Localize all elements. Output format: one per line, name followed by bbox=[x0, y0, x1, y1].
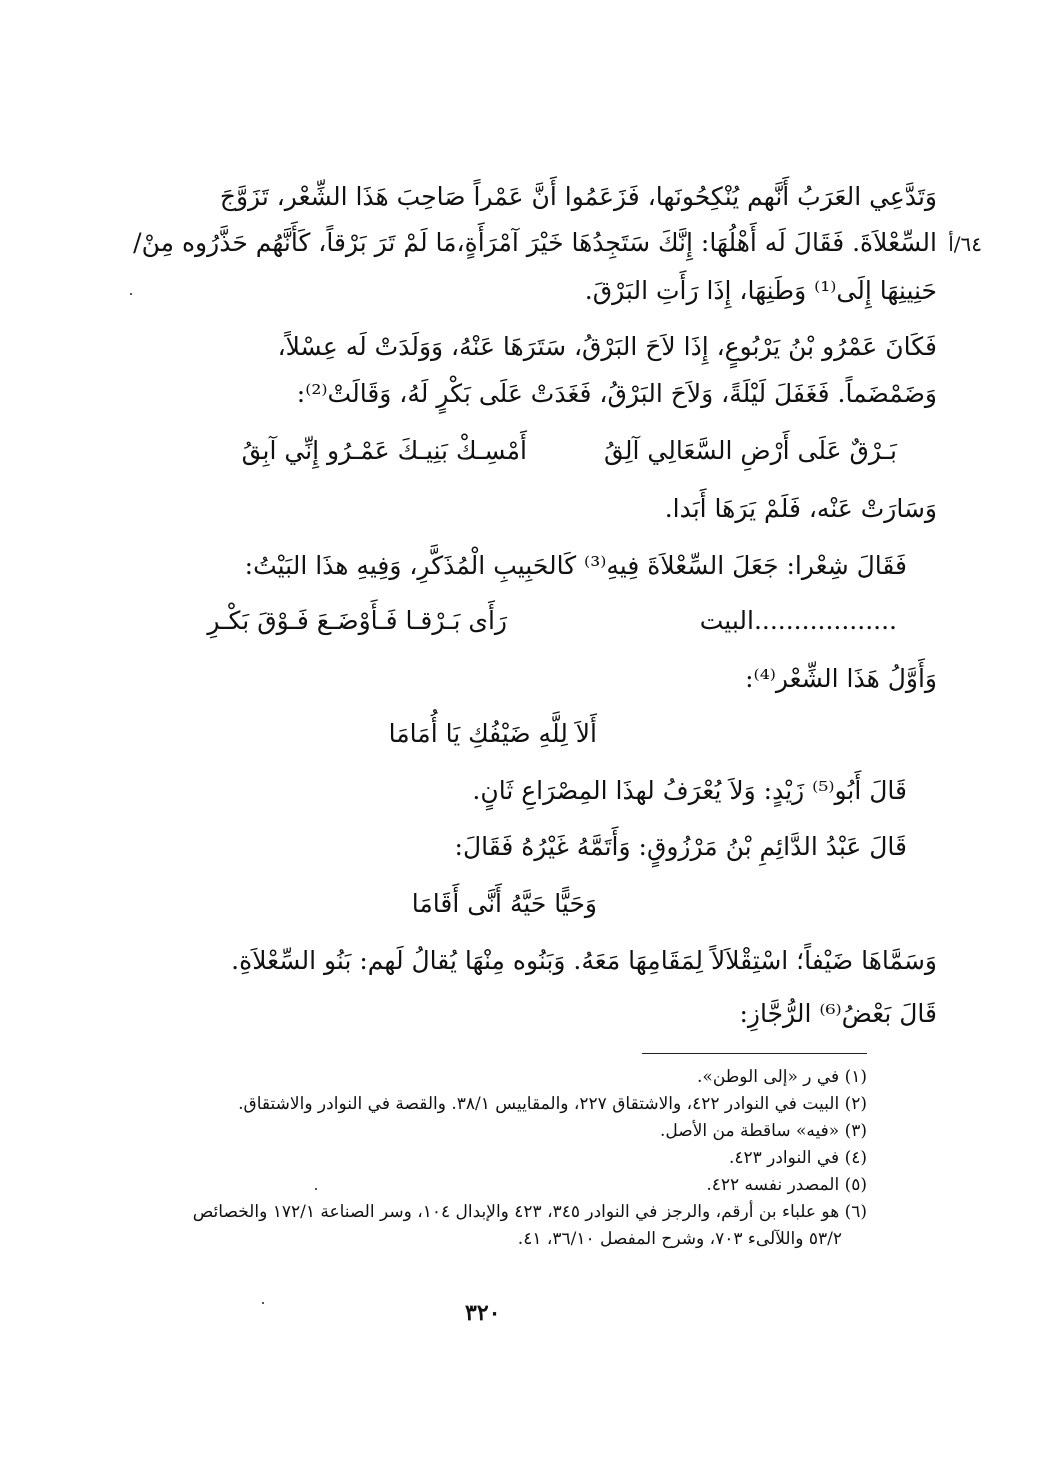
text-line-12: قَالَ بَعْضُ⁽⁶⁾ الرُّجَّازِ: bbox=[739, 999, 937, 1028]
centered-verse-2: وَحَيًّا حَيَّهُ أَنَّى أَقَامَا bbox=[411, 889, 597, 918]
text-line-8: وَأَوَّلُ هَذَا الشِّعْر⁽⁴⁾: bbox=[745, 664, 937, 693]
scan-speck bbox=[130, 293, 132, 295]
text-line-7: فَقَالَ شِعْرا: جَعَلَ السِّعْلاَةَ فِيهِ⁽³⁾ كَالحَبِيبِ الْمُذَكَّرِ، وَفِيهِ هذَا البَيْتُ: bbox=[244, 551, 907, 580]
text-line-1: وَتَدَّعِي العَرَبُ أَنَّهم يُنْكِحُونَها، فَزَعَمُوا أَنَّ عَمْراً صَاحِبَ هَذَا الشِّعْر، تَزَوَّجَ bbox=[219, 182, 937, 211]
scan-speck bbox=[262, 1302, 264, 1304]
footnote-3: (٣) «فيه» ساقطة من الأصل. bbox=[660, 1121, 867, 1141]
footnote-2: (٢) البيت في النوادر ٤٢٢، والاشتقاق ٢٢٧، والمقاييس ٣٨/١. والقصة في النوادر والاشتقاق. bbox=[238, 1094, 867, 1114]
text-line-5: وَضَمْضَماً. فَغَفَلَ لَيْلَةً، وَلاَحَ البَرْقُ، فَغَدَتْ عَلَى بَكْرٍ لَهُ، وَقَالَتْ⁽²⁾: bbox=[296, 379, 937, 408]
footnote-separator bbox=[642, 1053, 867, 1054]
verse-2-first-hemistich: رَأَى بَـرْقـا فَـأَوْضَـعَ فَـوْقَ بَكْـرِ bbox=[207, 606, 507, 635]
text-line-4: فَكَانَ عَمْرُو بْنُ يَرْبُوعٍ، إِذَا لاَحَ البَرْقُ، سَتَرَهَا عَنْهُ، وَوَلَدَتْ لَه عِسْلاً، bbox=[277, 332, 937, 361]
manuscript-folio-reference: ٦٤/أ bbox=[948, 232, 982, 256]
footnote-6-continuation: ٥٣/٢ واللآلىء ٧٠٣، وشرح المفصل ٣٦/١٠، ٤١. bbox=[517, 1229, 842, 1249]
verse-1-second-hemistich: بَـرْقٌ عَلَى أَرْضِ السَّعَالِي آلِقُ bbox=[604, 436, 897, 465]
scan-speck bbox=[315, 1188, 317, 1190]
text-line-9: قَالَ أَبُو⁽⁵⁾ زَيْدٍ: وَلاَ يُعْرَفُ لهذَا المِصْرَاعِ ثَانٍ. bbox=[472, 776, 907, 805]
page-number: ٣٢٠ bbox=[465, 1300, 501, 1326]
centered-verse-1: أَلاَ لِلَّهِ ضَيْفُكِ يَا أُمَامَا bbox=[388, 719, 597, 748]
verse-1-first-hemistich: أَمْسِـكْ بَنِيـكَ عَمْـرُو إِنِّي آبِقُ bbox=[241, 436, 527, 465]
footnote-5: (٥) المصدر نفسه ٤٢٢. bbox=[706, 1175, 867, 1195]
footnote-6: (٦) هو علباء بن أرقم، والرجز في النوادر ٣٤٥، ٤٢٣ والإبدال ١٠٤، وسر الصناعة ١٧٢/١ والخصائص bbox=[192, 1202, 867, 1222]
footnote-4: (٤) في النوادر ٤٢٣. bbox=[728, 1148, 867, 1168]
text-line-2: السِّعْلاَةَ. فَقَالَ لَه أَهْلُهَا: إِنَّكَ سَتَجِدُهَا خَيْرَ آمْرَأَةٍ،مَا لَمْ تَرَ بَرْقاً، كَأَنَّهُم حَذَّرُوه مِنْ/ bbox=[133, 228, 937, 257]
verse-2-ellipsis: ..................البيت bbox=[699, 606, 897, 635]
text-line-6: وَسَارَتْ عَنْه، فَلَمْ يَرَهَا أَبَدا. bbox=[664, 494, 937, 523]
text-line-11: وَسَمَّاهَا ضَيْفاً؛ اسْتِقْلاَلاً لِمَقَامِهَا مَعَهُ. وَبَنُوه مِنْهَا يُقالُ لَهم: بَنُو السِّعْلاَةِ. bbox=[231, 946, 937, 975]
footnote-1: (١) في ر «إلى الوطن». bbox=[697, 1067, 867, 1087]
text-line-10: قَالَ عَبْدُ الدَّائِمِ بْنُ مَرْزُوقٍ: وَأَتَمَّهُ غَيْرُهُ فَقَالَ: bbox=[454, 832, 907, 861]
text-line-3: حَنِينِهَا إِلَى⁽¹⁾ وَطَنِهَا، إِذَا رَأَتِ البَرْقَ. bbox=[584, 276, 937, 305]
